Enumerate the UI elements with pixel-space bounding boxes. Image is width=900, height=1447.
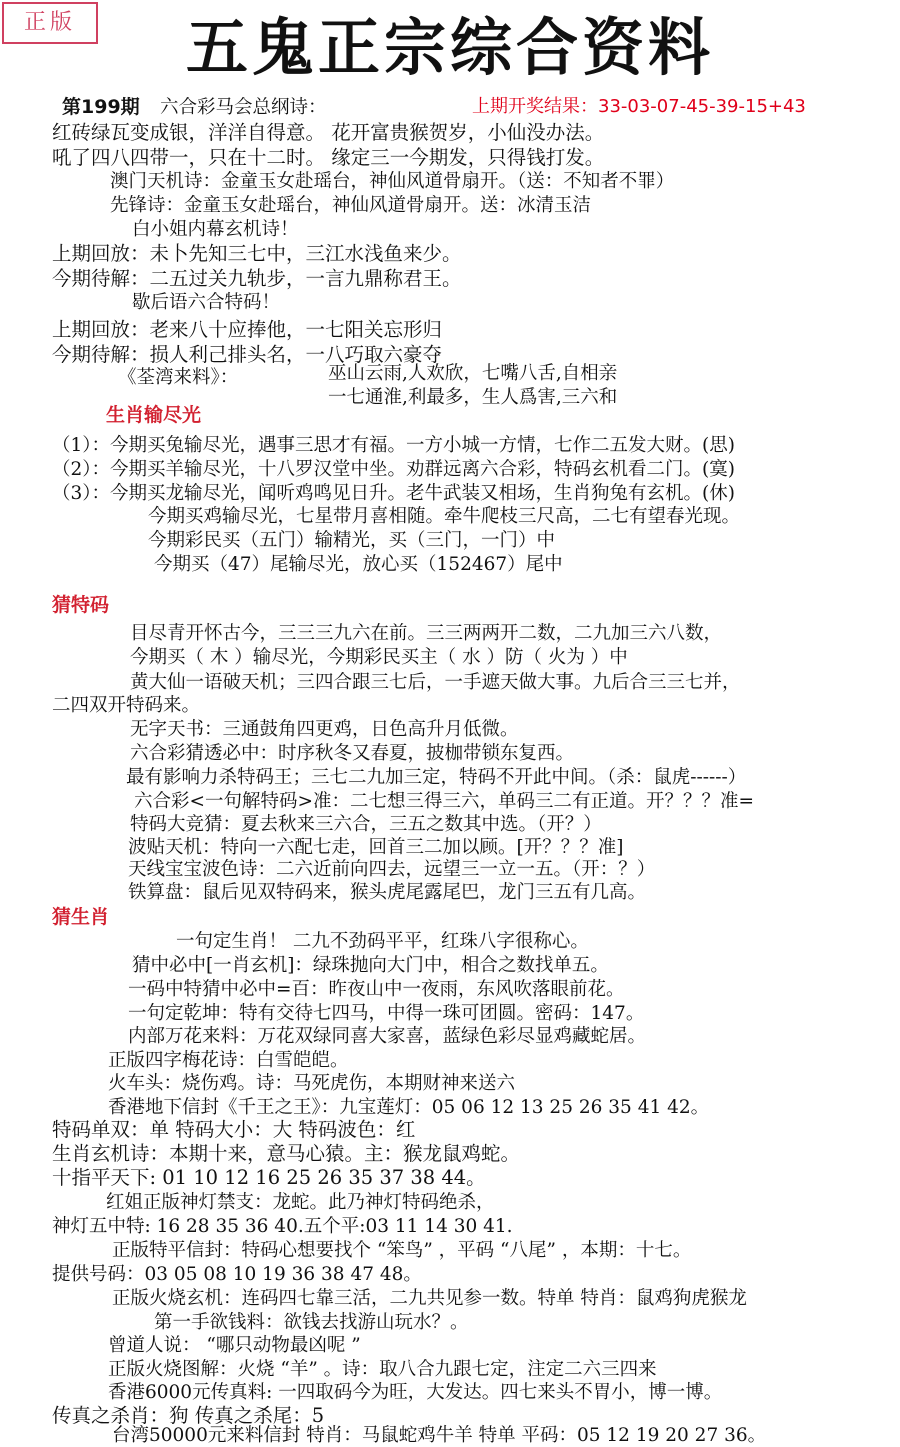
pending-line: 今期待解：二五过关九轨步，一言九鼎称君王。 [52,267,462,290]
guess-zodiac-line: 正版火烧图解：火烧 “羊” 。诗：取八合九跟七定，注定二六三四来 [108,1359,657,1380]
guess-code-line: 目尽青开怀古今，三三三九六在前。三三两两开二数，二九加三六八数， [130,623,723,644]
macau-poem-line: 澳门天机诗：金童玉女赴瑶台，神仙风道骨扇开。（送：不知者不罪） [110,171,675,192]
guess-zodiac-line: 香港地下信封《千王之王》：九宝莲灯：05 06 12 13 25 26 35 41 42。 [108,1097,710,1118]
guess-zodiac-line: 特码单双：单 特码大小：大 特码波色：红 [52,1118,416,1141]
guess-zodiac-line: 台湾50000元来料信封 特肖：马鼠蛇鸡牛羊 特单 平码：05 12 19 20 27 36。 [112,1425,767,1446]
guess-zodiac-line: 传真之杀肖：狗 传真之杀尾：5 [52,1404,325,1427]
tsuen-wan-line: 一七通淮,利最多，生人爲害,三六和 [328,387,618,408]
pending-line: 今期待解：损人利己排头名，一八巧取六豪夺 [52,343,443,366]
issue-number: 第199期 [62,96,140,118]
zodiac-line: （1）：今期买兔输尽光，遇事三思才有福。一方小城一方情，七作二五发大财。(思) [52,435,735,456]
zodiac-line: 今期买鸡输尽光，七星带月喜相随。牵牛爬枝三尺高，二七有望春光现。 [148,506,741,527]
guess-zodiac-line: 猜中必中[一肖玄机]：绿珠抛向大门中，相合之数找单五。 [132,955,609,976]
zodiac-line: 今期买（47）尾输尽光，放心买（152467）尾中 [154,554,563,575]
guess-code-line: 波贴天机：特向一六配七走，回首三二加以顾。[开？？？准] [128,837,624,858]
guess-zodiac-line: 神灯五中特: 16 28 35 36 40.五个平:03 11 14 30 41. [52,1216,513,1237]
zodiac-section-heading: 生肖输尽光 [106,404,202,426]
guess-zodiac-line: 正版四字梅花诗：白雪皑皑。 [108,1050,349,1071]
section-heading: 歇后语六合特码！ [132,292,281,313]
guess-code-line: 六合彩<一句解特码>准：二七想三得三六，单码三二有正道。开？？？准= [134,791,755,812]
guess-code-line: 无字天书：三通鼓角四更鸡，日色高升月低微。 [130,719,519,740]
guess-code-line: 今期买（ 木 ）输尽光，今期彩民买主（ 水 ）防（ 火为 ）中 [130,647,628,668]
page-title: 五鬼正宗综合资料 [185,11,714,84]
guess-zodiac-line: 正版特平信封：特码心想要找个 “笨鸟” ，平码 “八尾” ，本期：十七。 [112,1240,692,1261]
zodiac-line: （3）：今期买龙输尽光，闻听鸡鸣见日升。老牛武装又相场，生肖狗兔有玄机。(休) [52,483,735,504]
guess-zodiac-line: 提供号码：03 05 08 10 19 36 38 47 48。 [52,1264,422,1285]
guess-code-heading: 猜特码 [52,594,110,616]
pioneer-poem-line: 先锋诗：金童玉女赴瑶台，神仙风道骨扇开。送：冰清玉洁 [110,195,592,216]
guess-zodiac-line: 一句定乾坤：特有交待七四马，中得一珠可团圆。密码：147。 [128,1003,645,1024]
guess-code-line: 六合彩猜透必中：时序秋冬又春夏，披枷带锁东复西。 [130,743,575,764]
zodiac-line: （2）：今期买羊输尽光，十八罗汉堂中坐。劝群远离六合彩，特码玄机看二门。(寞) [52,459,735,480]
guess-zodiac-line: 第一手欲钱料：欲钱去找游山玩水？。 [154,1312,469,1333]
genuine-badge: 正版 [2,2,98,44]
guess-zodiac-line: 一句定生肖！ 二九不劲码平平，红珠八字很称心。 [176,931,589,952]
guess-code-line: 最有影响力杀特码王；三七二九加三定，特码不开此中间。（杀：鼠虎------） [126,767,747,788]
guess-code-line: 二四双开特码来。 [52,695,201,716]
guess-code-line: 天线宝宝波色诗：二六近前向四去，远望三一立一五。（开：？） [128,859,656,880]
guess-zodiac-line: 火车头：烧伤鸡。诗：马死虎伤，本期财神来送六 [108,1073,516,1094]
last-draw-result: 上期开奖结果：33-03-07-45-39-15+43 [472,96,806,117]
tsuen-wan-line: 巫山云雨,人欢欣，七嘴八舌,自相亲 [328,363,618,384]
guess-zodiac-line: 十指平天下: 01 10 12 16 25 26 35 37 38 44。 [52,1166,486,1189]
review-line: 上期回放：老来八十应捧他，一七阳关忘形归 [52,318,443,341]
guess-zodiac-line: 香港6000元传真料: 一四取码今为旺，大发达。四七来头不胃小，博一博。 [108,1382,723,1403]
tsuen-wan-label: 《荃湾来料》： [118,367,239,388]
zodiac-line: 今期彩民买（五门）输精光，买（三门，一门）中 [148,530,556,551]
guess-zodiac-line: 一码中特猜中必中=百：昨夜山中一夜雨，东风吹落眼前花。 [128,979,625,1000]
general-poem-heading: 六合彩马会总纲诗： [160,97,327,118]
guess-zodiac-line: 曾道人说： “哪只动物最凶呢 ” [108,1335,361,1356]
guess-zodiac-line: 生肖玄机诗：本期十来，意马心猿。主：猴龙鼠鸡蛇。 [52,1142,521,1165]
guess-code-line: 特码大竞猜：夏去秋来三六合，三五之数其中选。（开？） [130,814,602,835]
review-line: 上期回放：未卜先知三七中，三江水浅鱼来少。 [52,242,462,265]
section-heading: 白小姐内幕玄机诗！ [132,219,299,240]
guess-zodiac-line: 内部万花来料：万花双绿同喜大家喜，蓝绿色彩尽显鸡藏蛇居。 [128,1026,647,1047]
guess-code-line: 铁算盘：鼠后见双特码来，猴头虎尾露尾巴，龙门三五有几高。 [128,882,647,903]
guess-zodiac-heading: 猜生肖 [52,906,110,928]
guess-zodiac-line: 正版火烧玄机：连码四七靠三活，二九共见参一数。特单 特肖：鼠鸡狗虎猴龙 [112,1288,747,1309]
guess-zodiac-line: 红姐正版神灯禁支：龙蛇。此乃神灯特码绝杀， [106,1192,495,1213]
general-poem-line: 红砖绿瓦变成银，洋洋自得意。 花开富贵猴贺岁，小仙没办法。 [52,121,605,144]
general-poem-line: 吼了四八四带一，只在十二时。 缘定三一今期发，只得钱打发。 [52,146,605,169]
guess-code-line: 黄大仙一语破天机；三四合跟三七后，一手遮天做大事。九后合三三七并， [130,672,741,693]
